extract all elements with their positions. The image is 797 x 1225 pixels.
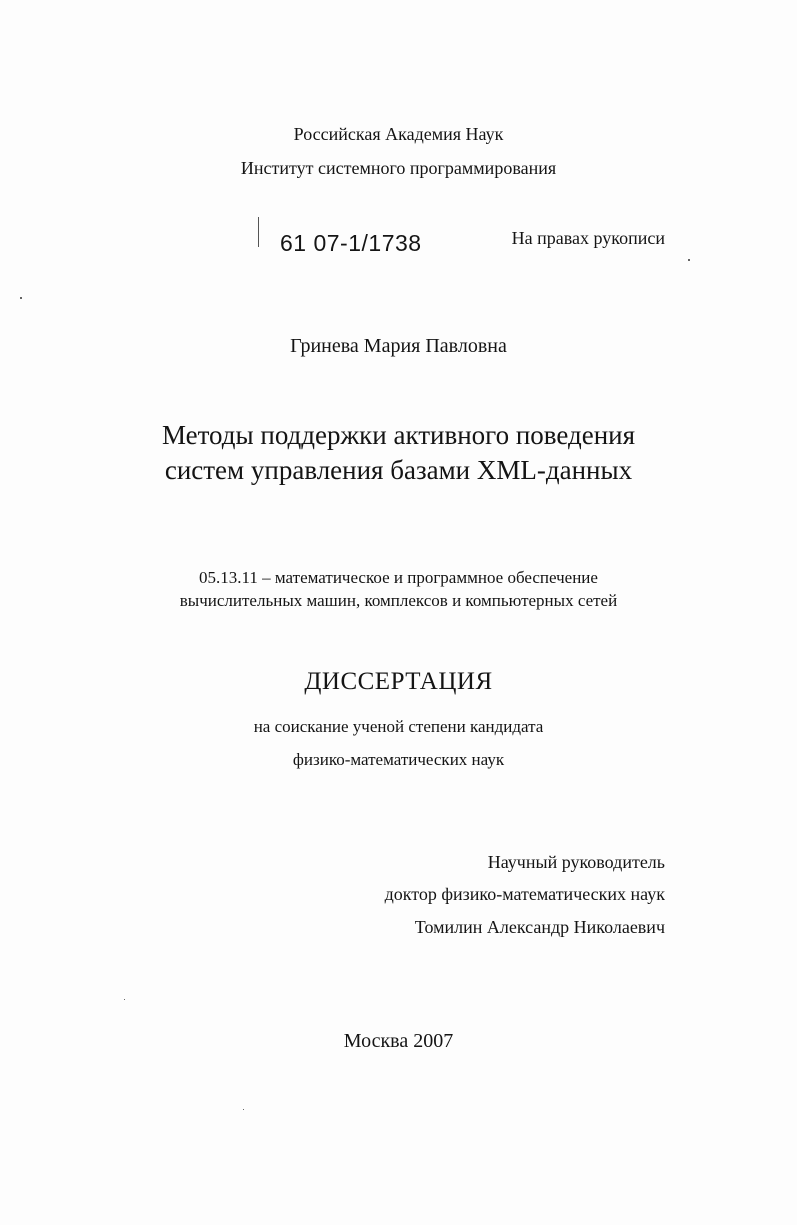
scan-speck (20, 297, 22, 299)
scan-speck (124, 999, 125, 1000)
institute-name: Институт системного программирования (240, 158, 557, 178)
scan-speck (688, 259, 690, 261)
academy-name: Российская Академия Наук (293, 124, 504, 144)
document-type: ДИССЕРТАЦИЯ (304, 668, 493, 695)
specialty-line-2: вычислительных машин, комплексов и компьютерных сетей (179, 591, 618, 610)
place-and-year: Москва 2007 (343, 1030, 454, 1052)
thesis-title-line-1: Методы поддержки активного поведения (161, 420, 636, 450)
shelfmark-stroke (258, 217, 259, 247)
supervisor-label: Научный руководитель (487, 852, 665, 872)
degree-line-1: на соискание ученой степени кандидата (253, 717, 544, 736)
library-shelfmark: 61 07-1/1738 (280, 230, 422, 256)
degree-line-2: физико-математических наук (292, 750, 505, 769)
scan-speck (243, 1109, 244, 1110)
specialty-line-1: 05.13.11 – математическое и программное обеспечение (199, 568, 598, 587)
rights-note: На правах рукописи (511, 228, 665, 248)
supervisor-name: Томилин Александр Николаевич (414, 917, 665, 937)
supervisor-degree: доктор физико-математических наук (384, 884, 665, 904)
thesis-title-line-2: систем управления базами XML-данных (164, 455, 633, 485)
author-name: Гринева Мария Павловна (290, 335, 507, 357)
